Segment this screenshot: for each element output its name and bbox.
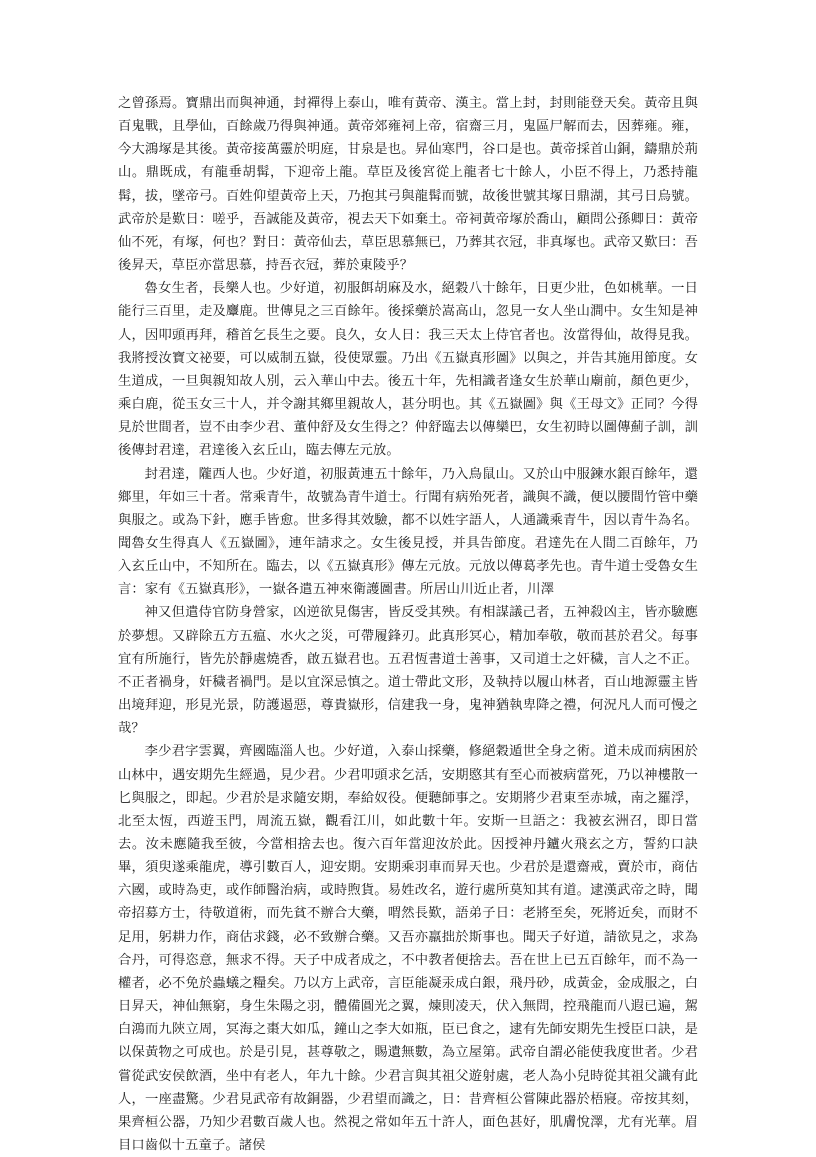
paragraph-li-shaojun: 李少君字雲翼，齊國臨淄人也。少好道，入泰山採藥，修絕穀遁世全身之術。道未成而病困於山林中，遇安期先生經過，見少君。少君叩頭求乞活，安期愍其有至心而被病當死，乃以神樓散一匕與服之，即起。少君於是求隨安期，奉給奴役。便聽師事之。安期將少君東至赤城，南之羅浮，北至太恆，西遊玉門，周流五嶽，觀看江川，如此數十年。安斯一旦語之：我被玄洲召，即日當去。汝未應隨我至彼，今當相捨去也。復六百年當迎汝於此。因授神丹鑪火飛玄之方，誓約口訣畢，須臾遂乘龍虎，導引數百人，迎安期。安期乘羽車而昇天也。少君於是還齋戒，賣於市，商估六國，或時為吏，或作師醫治病，或時煦貨。易姓改名，遊行處所莫知其有道。逮漢武帝之時，聞帝招募方士，待敬道術，而先貧不辦合大藥，喟然長歎，語弟子日：老將至矣，死將近矣，而財不足用，躬耕力作，商估求錢，必不致辦合藥。又吾亦羸拙於斯事也。聞天子好道，請欲見之，求為合丹，可得恣意，無求不得。天子中成者成之，不中教者便捨去。吾在世上已五百餘年，而不為一權者，必不免於蟲蟻之糧矣。乃以方上武帝，言臣能凝汞成白銀，飛丹砂，成黃金，金成服之，白日昇天，神仙無窮，身生朱陽之羽，體備圓光之翼，煉則凌天，伏入無問，控飛龍而八遐已遍，駕白鴻而九陝立周，冥海之棗大如瓜，鐘山之李大如瓶，臣已食之，逮有先師安期先生授臣口訣，是以保黃物之可成也。於是引見，甚尊敬之，賜遺無數，為立屋第。武帝自謂必能使我度世者。少君嘗從武安侯飲酒，坐中有老人，年九十餘。少君言與其祖父遊射處，老人為小兒時從其祖父識有此人，一座盡驚。少君見武帝有故銅器，少君望而識之，日：昔齊桓公嘗陳此器於梧寢。帝按其刻，果齊桓公器，乃知少君數百歲人也。然視之常如年五十許人，面色甚好，肌膚悅澤，尤有光華。眉目口齒似十五童子。諸侯	[118, 744, 698, 1154]
paragraph-feng-junda: 封君達，隴西人也。少好道，初服黃連五十餘年，乃入鳥鼠山。又於山中服鍊水銀百餘年，還鄉里，年如三十者。常乘青牛，故號為青牛道士。行聞有病殆死者，識與不識，便以腰間竹管中藥與服之。或為下針，應手皆愈。世多得其效驗，都不以姓字語人，人通識乘青牛，因以青牛為名。聞魯女生得真人《五嶽圖》，連年請求之。女生後見授，并具告節度。君達先在人間二百餘年，乃入玄丘山中，不知所在。臨去，以《五嶽真形》傳左元放。元放以傳葛孝先也。青牛道士受魯女生言：家有《五嶽真形》，一嶽各遣五神來衛護圖書。所居山川近止者，川澤	[118, 466, 698, 598]
document-page	[118, 92, 698, 1157]
paragraph-lu-nusheng: 魯女生者，長樂人也。少好道，初服餌胡麻及水，絕穀八十餘年，日更少壯，色如桃華。一日能行三百里，走及麞鹿。世傳見之三百餘年。後採藥於嵩高山，忽見一女人坐山澗中。女生知是神人，因叩頭再拜，稽首乞長生之要。良久，女人日：我三天太上侍官者也。汝當得仙，故得見我。我將授汝寶文祕要，可以威制五嶽，役使眾靈。乃出《五嶽真形圖》以與之，并告其施用節度。女生道成，一旦與親知故人別，云入華山中去。後五十年，先相識者逢女生於華山廟前，顏色更少，乘白鹿，從玉女三十人，并令謝其鄉里親故人，甚分明也。其《五嶽圖》與《王母文》正同？今得見於世間者，豈不由李少君、董仲舒及女生得之？仲舒臨去以傳欒巴，女生初時以圖傳薊子訓，訓後傳封君達，君達後入玄丘山，臨去傳左元放。	[118, 281, 698, 459]
paragraph-yellow-emperor: 之曾孫焉。寶鼎出而與神通，封禪得上泰山，唯有黃帝、漢主。當上封，封則能登天矣。黃帝且與百鬼戰，且學仙，百餘歲乃得與神通。黃帝郊雍祠上帝，宿齋三月，鬼區尸解而去，因葬雍。雍，今大鴻塚是其後。黃帝接萬靈於明庭，甘泉是也。昇仙寒門，谷口是也。黃帝採首山銅，鑄鼎於荊山。鼎既成，有龍垂胡髯，下迎帝上龍。草臣及後宮從上龍者七十餘人，小臣不得上，乃悉持龍髯，拔，墜帝弓。百姓仰望黃帝上天，乃抱其弓與龍髯而號，故後世號其塚日鼎湖，其弓日烏號。武帝於是歎日：嗟乎，吾誠能及黃帝，視去天下如棄土。帝祠黃帝塚於喬山，顧問公孫卿日：黃帝仙不死，有塚，何也？對日：黃帝仙去，草臣思慕無已，乃葬其衣冠，非真塚也。武帝又歎曰：吾後昇天，草臣亦當思慕，持吾衣冠，葬於東陵乎？	[118, 96, 698, 274]
paragraph-five-peaks-spirits: 神又但遣侍官防身營家，凶逆欲見傷害，皆反受其殃。有相謀議己者，五神殺凶主，皆亦驗應於夢想。又辟除五方五瘟、水火之災，可帶履鋒刃。此真形冥心，精加奉敬，敬而甚於君父。每事宜有所施行，皆先於靜處燒香，啟五嶽君也。五君恆書道士善事，又司道士之奸穢，言人之不正。不正者禍身，奸穢者禍門。是以宜深忌慎之。道士帶此文形，及執持以履山林者，百山地源靈主皆出境拜迎，形見光景，防護遏惡，尊貴嶽形，信建我一身，鬼神猶執卑降之禮，何況凡人而可慢之哉？	[118, 605, 698, 737]
